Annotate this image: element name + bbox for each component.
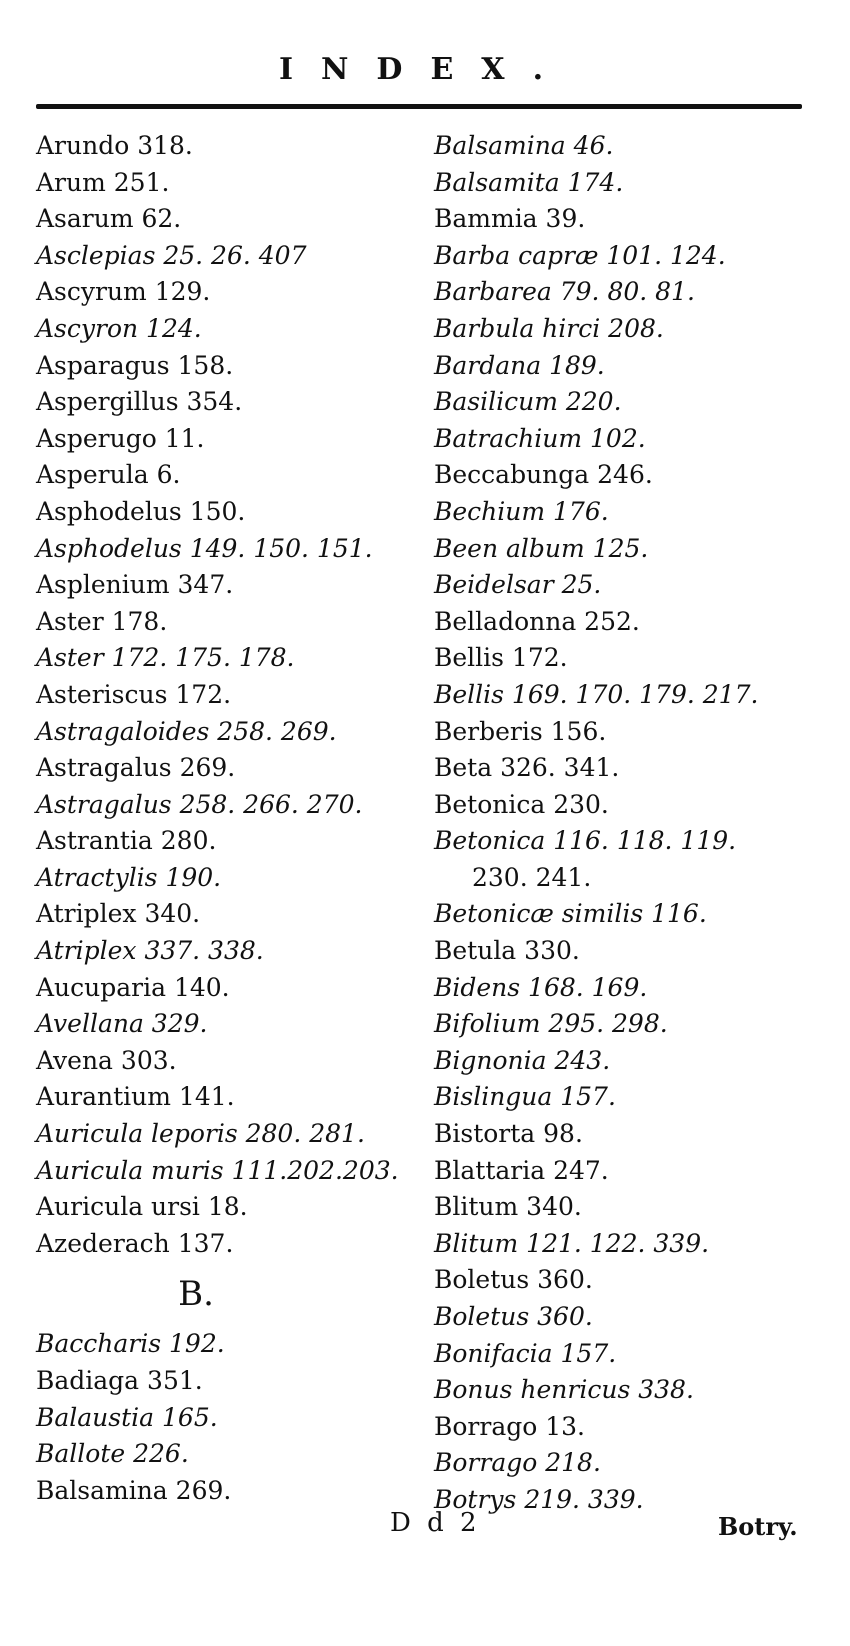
index-entry: Borrago 218. [434, 1448, 601, 1478]
index-entry: Aspergillus 354. [36, 387, 243, 417]
index-entry: Atriplex 340. [36, 899, 201, 929]
index-entry: Ascyron 124. [36, 313, 202, 343]
page-title: INDEX. [278, 52, 572, 87]
index-entry: Beta 326. 341. [434, 753, 620, 783]
index-entry: Bistorta 98. [434, 1119, 583, 1149]
index-entry: Boletus 360. [434, 1302, 593, 1331]
index-entry: Baccharis 192. [36, 1329, 225, 1359]
index-entry: Astragalus 269. [36, 753, 236, 783]
index-entry: Bifolium 295. 298. [434, 1009, 668, 1039]
index-entry: Asphodelus 149. 150. 151. [36, 533, 373, 563]
index-entry: Barbula hirci 208. [434, 313, 664, 343]
index-entry: Ascyrum 129. [36, 277, 211, 307]
index-entry: Balsamita 174. [434, 167, 624, 197]
index-entry: Badiaga 351. [36, 1366, 203, 1395]
index-entry: Asperugo 11. [36, 423, 205, 453]
index-entry: Auricula leporis 280. 281. [36, 1119, 365, 1149]
right-column [434, 128, 834, 1519]
index-entry: Been album 125. [434, 533, 649, 563]
index-entry: Astrantia 280. [36, 826, 217, 856]
index-entry: Asperula 6. [36, 460, 181, 490]
index-entry: Borrago 13. [434, 1411, 585, 1441]
index-entry: Beccabunga 246. [434, 460, 653, 490]
signature-mark: D d 2 [390, 1508, 481, 1538]
index-entry: Auricula ursi 18. [36, 1192, 248, 1222]
index-entry: Aurantium 141. [36, 1082, 235, 1112]
index-entry: Bellis 172. [434, 643, 568, 673]
left-entry-list [36, 128, 416, 1262]
index-entry: Boletus 360. [434, 1265, 593, 1295]
index-entry: Balaustia 165. [36, 1402, 218, 1432]
index-entry: Basilicum 220. [434, 387, 622, 417]
index-entry: Beidelsar 25. [434, 570, 602, 600]
index-entry: Blitum 340. [434, 1192, 582, 1222]
index-entry: Astragalus 258. 266. 270. [36, 789, 363, 819]
index-entry: Atriplex 337. 338. [36, 936, 264, 966]
index-entry: Balsamina 269. [36, 1475, 232, 1505]
index-entry: Avellana 329. [36, 1009, 208, 1039]
index-entry: Bignonia 243. [434, 1045, 611, 1075]
index-entry: Barbarea 79. 80. 81. [434, 277, 695, 307]
index-entry: Balsamina 46. [434, 131, 614, 160]
index-entry: Arundo 318. [36, 131, 193, 160]
index-entry: Atractylis 190. [36, 862, 222, 892]
index-entry: Ballote 226. [36, 1439, 189, 1469]
index-entry: Bislingua 157. [434, 1082, 616, 1112]
index-entry: Botrys 219. 339. [434, 1484, 644, 1514]
section-letter-b: B. [178, 1274, 214, 1315]
right-entry-list [434, 128, 834, 1519]
index-entry: Aster 172. 175. 178. [36, 643, 295, 673]
index-entry: Betonicæ similis 116. [434, 899, 707, 929]
index-entry: 230. 241. [472, 862, 592, 892]
index-entry: Aucuparia 140. [36, 972, 230, 1002]
index-entry: Betonica 230. [434, 789, 609, 819]
index-entry: Arum 251. [36, 167, 170, 197]
index-entry: Blitum 121. 122. 339. [434, 1228, 710, 1258]
index-entry: Bechium 176. [434, 496, 609, 526]
index-entry: Barba capræ 101. 124. [434, 240, 726, 270]
header-rule [36, 104, 802, 109]
index-entry: Bidens 168. 169. [434, 972, 648, 1002]
index-entry: Astragaloides 258. 269. [36, 716, 337, 746]
index-entry: Blattaria 247. [434, 1155, 609, 1185]
index-entry: Asparagus 158. [36, 350, 234, 380]
index-entry: Asteriscus 172. [36, 679, 232, 709]
index-entry: Avena 303. [36, 1045, 177, 1075]
index-entry: Asphodelus 150. [36, 496, 246, 526]
index-entry: Bardana 189. [434, 350, 605, 380]
index-entry: Azederach 137. [36, 1228, 234, 1258]
index-entry: Asplenium 347. [36, 570, 234, 600]
index-entry: Bellis 169. 170. 179. 217. [434, 679, 759, 709]
index-entry: Belladonna 252. [434, 606, 640, 636]
index-entry: Bonus henricus 338. [434, 1375, 694, 1405]
index-entry: Aster 178. [36, 606, 168, 636]
index-entry: Auricula muris 111.202.203. [36, 1155, 399, 1185]
catchword: Botry. [718, 1512, 798, 1541]
index-entry: Betonica 116. 118. 119. [434, 826, 737, 856]
index-entry: Asclepias 25. 26. 407 [36, 240, 307, 270]
left-column [36, 128, 416, 1509]
index-entry: Bonifacia 157. [434, 1338, 617, 1368]
index-entry: Asarum 62. [36, 204, 182, 234]
index-entry: Betula 330. [434, 936, 580, 966]
index-entry: Batrachium 102. [434, 423, 646, 453]
index-entry: Berberis 156. [434, 716, 607, 746]
left-entry-list-b [36, 1326, 416, 1509]
index-entry: Bammia 39. [434, 204, 586, 234]
